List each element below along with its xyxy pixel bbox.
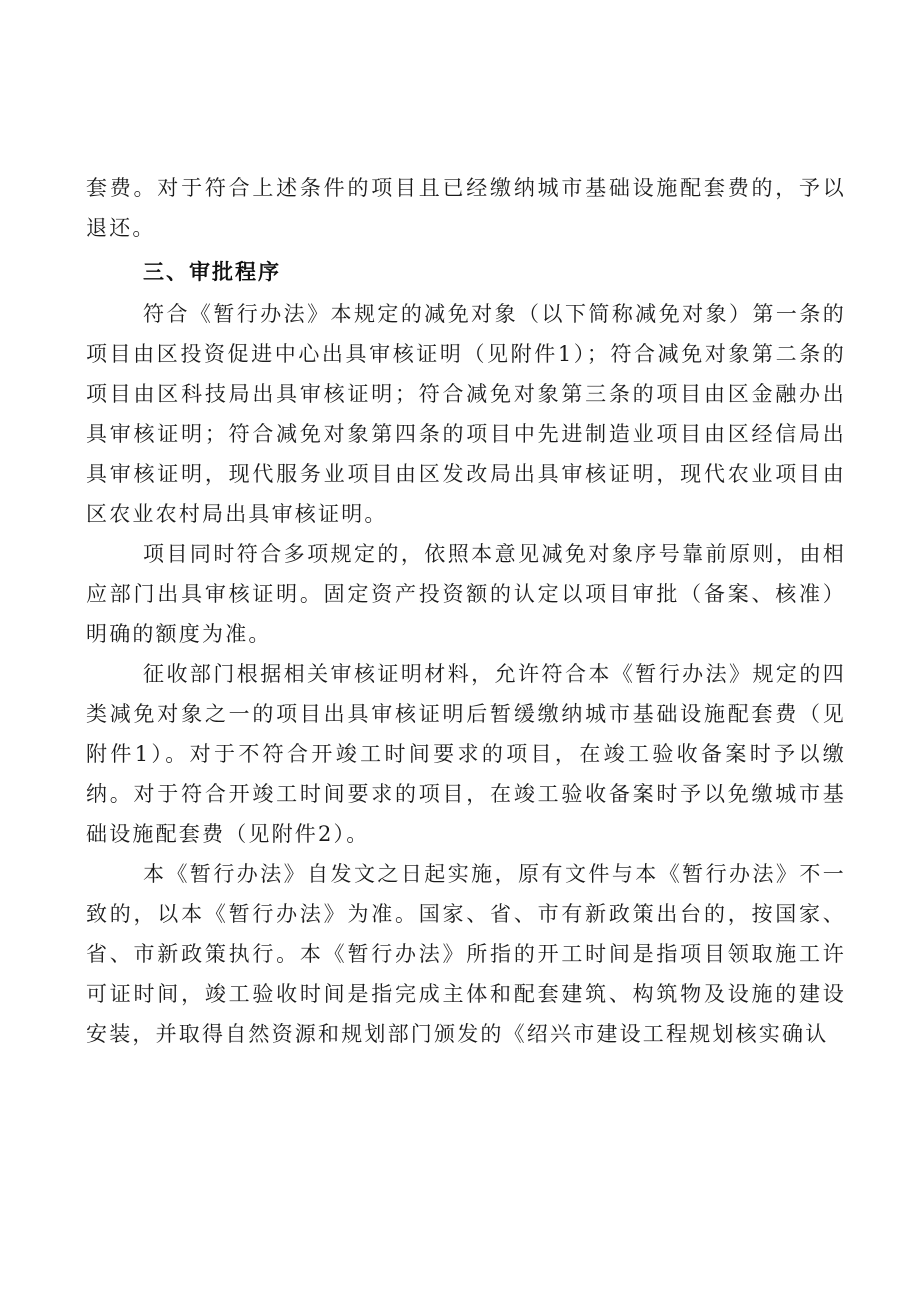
paragraph-continuation: 套费。对于符合上述条件的项目且已经缴纳城市基础设施配套费的，予以退还。 [86,176,846,240]
section-heading-approval-procedure: 三、审批程序 [143,260,281,284]
document-body [86,168,846,1054]
paragraph-certification-departments: 符合《暂行办法》本规定的减免对象（以下简称减免对象）第一条的项目由区投资促进中心出具审核证明（见附件1）；符合减免对象第二条的项目由区科技局出具审核证明；符合减免对象第三条的项目由区金融办出具审核证明；符合减免对象第四条的项目中先进制造业项目由区经信局出具审核证明，现代服务业项目由区发改局出具审核证明，现代农业项目由区农业农村局出具审核证明。 [86,302,846,526]
paragraph-deferred-payment: 征收部门根据相关审核证明材料，允许符合本《暂行办法》规定的四类减免对象之一的项目出具审核证明后暂缓缴纳城市基础设施配套费（见附件1）。对于不符合开竣工时间要求的项目，在竣工验收备案时予以缴纳。对于符合开竣工时间要求的项目，在竣工验收备案时予以免缴城市基础设施配套费（见附件2）。 [86,662,846,846]
paragraph-effective-date: 本《暂行办法》自发文之日起实施，原有文件与本《暂行办法》不一致的，以本《暂行办法》为准。国家、省、市有新政策出台的，按国家、省、市新政策执行。本《暂行办法》所指的开工时间是指项目领取施工许可证时间，竣工验收时间是指完成主体和配套建筑、构筑物及设施的建设安装，并取得自然资源和规划部门颁发的《绍兴市建设工程规划核实确认 [86,862,846,1046]
paragraph-multiple-rules: 项目同时符合多项规定的，依照本意见减免对象序号靠前原则，由相应部门出具审核证明。固定资产投资额的认定以项目审批（备案、核准）明确的额度为准。 [86,542,846,646]
